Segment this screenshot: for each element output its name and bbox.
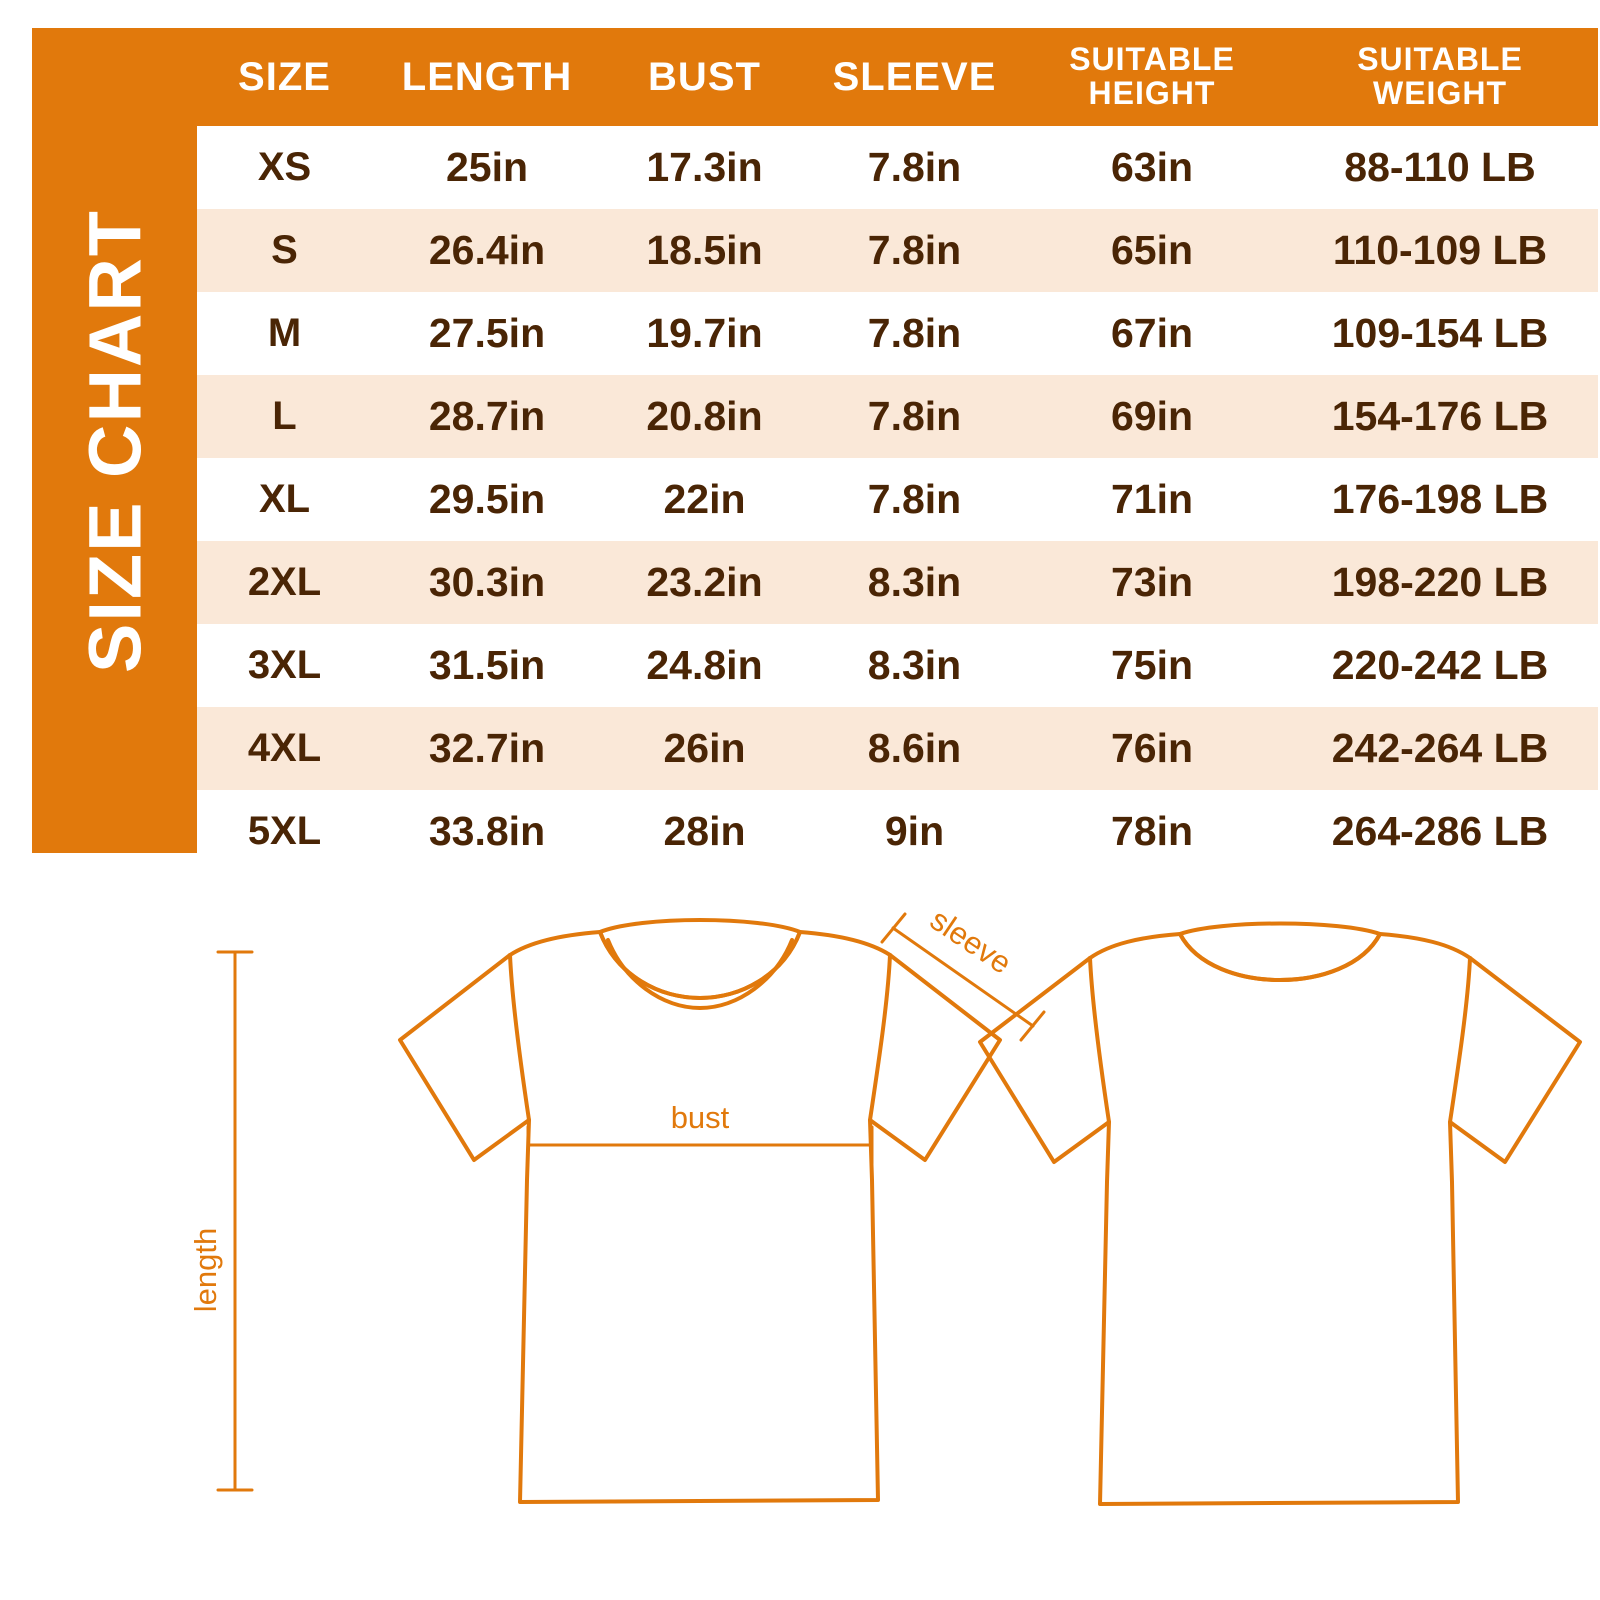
- column-header-suitable-weight-line2: WEIGHT: [1373, 75, 1507, 111]
- table-header-row: [197, 28, 1598, 126]
- cell-height: 71in: [1022, 458, 1282, 541]
- cell-weight: 176-198 LB: [1282, 458, 1598, 541]
- back-shirt-illustration: [980, 924, 1580, 1505]
- cell-length: 33.8in: [372, 790, 602, 873]
- cell-sleeve: 7.8in: [807, 458, 1022, 541]
- page-title: SIZE CHART: [73, 208, 156, 673]
- cell-height: 76in: [1022, 707, 1282, 790]
- cell-weight: 110-109 LB: [1282, 209, 1598, 292]
- table-row: [197, 707, 1598, 790]
- cell-bust: 19.7in: [602, 292, 807, 375]
- cell-height: 75in: [1022, 624, 1282, 707]
- column-header-suitable-weight: [1282, 28, 1598, 126]
- cell-height: 63in: [1022, 126, 1282, 209]
- cell-length: 32.7in: [372, 707, 602, 790]
- column-header-length: LENGTH: [372, 28, 602, 126]
- cell-weight: 242-264 LB: [1282, 707, 1598, 790]
- front-shirt-illustration: [400, 920, 1000, 1502]
- column-header-bust: BUST: [602, 28, 807, 126]
- cell-weight: 220-242 LB: [1282, 624, 1598, 707]
- size-chart-title-column: [32, 28, 197, 853]
- bust-label: bust: [670, 1100, 730, 1135]
- table-row: [197, 375, 1598, 458]
- table-row: [197, 624, 1598, 707]
- length-label: length: [188, 1227, 223, 1313]
- cell-sleeve: 9in: [807, 790, 1022, 873]
- table-row: [197, 209, 1598, 292]
- cell-size: XL: [197, 458, 372, 541]
- cell-length: 28.7in: [372, 375, 602, 458]
- measurement-diagram: [0, 880, 1600, 1580]
- cell-size: XS: [197, 126, 372, 209]
- cell-weight: 264-286 LB: [1282, 790, 1598, 873]
- cell-bust: 28in: [602, 790, 807, 873]
- cell-size: L: [197, 375, 372, 458]
- cell-length: 31.5in: [372, 624, 602, 707]
- table-row: [197, 790, 1598, 873]
- cell-sleeve: 7.8in: [807, 209, 1022, 292]
- cell-size: 5XL: [197, 790, 372, 873]
- size-chart-table: [197, 28, 1598, 873]
- cell-height: 69in: [1022, 375, 1282, 458]
- cell-bust: 17.3in: [602, 126, 807, 209]
- size-table-container: [197, 28, 1598, 853]
- cell-weight: 198-220 LB: [1282, 541, 1598, 624]
- column-header-suitable-height: [1022, 28, 1282, 126]
- cell-bust: 20.8in: [602, 375, 807, 458]
- cell-height: 65in: [1022, 209, 1282, 292]
- table-row: [197, 458, 1598, 541]
- cell-sleeve: 7.8in: [807, 292, 1022, 375]
- cell-length: 27.5in: [372, 292, 602, 375]
- size-chart-panel: [32, 28, 1568, 853]
- cell-height: 78in: [1022, 790, 1282, 873]
- column-header-suitable-weight-line1: SUITABLE: [1357, 41, 1523, 78]
- sleeve-label: sleeve: [923, 901, 1018, 981]
- table-row: [197, 126, 1598, 209]
- table-row: [197, 292, 1598, 375]
- cell-height: 73in: [1022, 541, 1282, 624]
- column-header-suitable-height-line2: HEIGHT: [1088, 75, 1216, 111]
- length-dimension-line: [218, 952, 252, 1490]
- cell-length: 30.3in: [372, 541, 602, 624]
- cell-weight: 154-176 LB: [1282, 375, 1598, 458]
- cell-height: 67in: [1022, 292, 1282, 375]
- cell-size: 3XL: [197, 624, 372, 707]
- cell-length: 26.4in: [372, 209, 602, 292]
- cell-length: 25in: [372, 126, 602, 209]
- cell-weight: 109-154 LB: [1282, 292, 1598, 375]
- cell-sleeve: 7.8in: [807, 126, 1022, 209]
- cell-length: 29.5in: [372, 458, 602, 541]
- cell-bust: 18.5in: [602, 209, 807, 292]
- cell-sleeve: 8.3in: [807, 541, 1022, 624]
- cell-weight: 88-110 LB: [1282, 126, 1598, 209]
- cell-size: 4XL: [197, 707, 372, 790]
- cell-sleeve: 8.3in: [807, 624, 1022, 707]
- column-header-size: SIZE: [197, 28, 372, 126]
- cell-size: 2XL: [197, 541, 372, 624]
- cell-size: M: [197, 292, 372, 375]
- cell-bust: 23.2in: [602, 541, 807, 624]
- cell-size: S: [197, 209, 372, 292]
- cell-sleeve: 8.6in: [807, 707, 1022, 790]
- cell-bust: 22in: [602, 458, 807, 541]
- column-header-suitable-height-line1: SUITABLE: [1069, 41, 1235, 78]
- column-header-sleeve: SLEEVE: [807, 28, 1022, 126]
- cell-bust: 26in: [602, 707, 807, 790]
- cell-sleeve: 7.8in: [807, 375, 1022, 458]
- cell-bust: 24.8in: [602, 624, 807, 707]
- table-row: [197, 541, 1598, 624]
